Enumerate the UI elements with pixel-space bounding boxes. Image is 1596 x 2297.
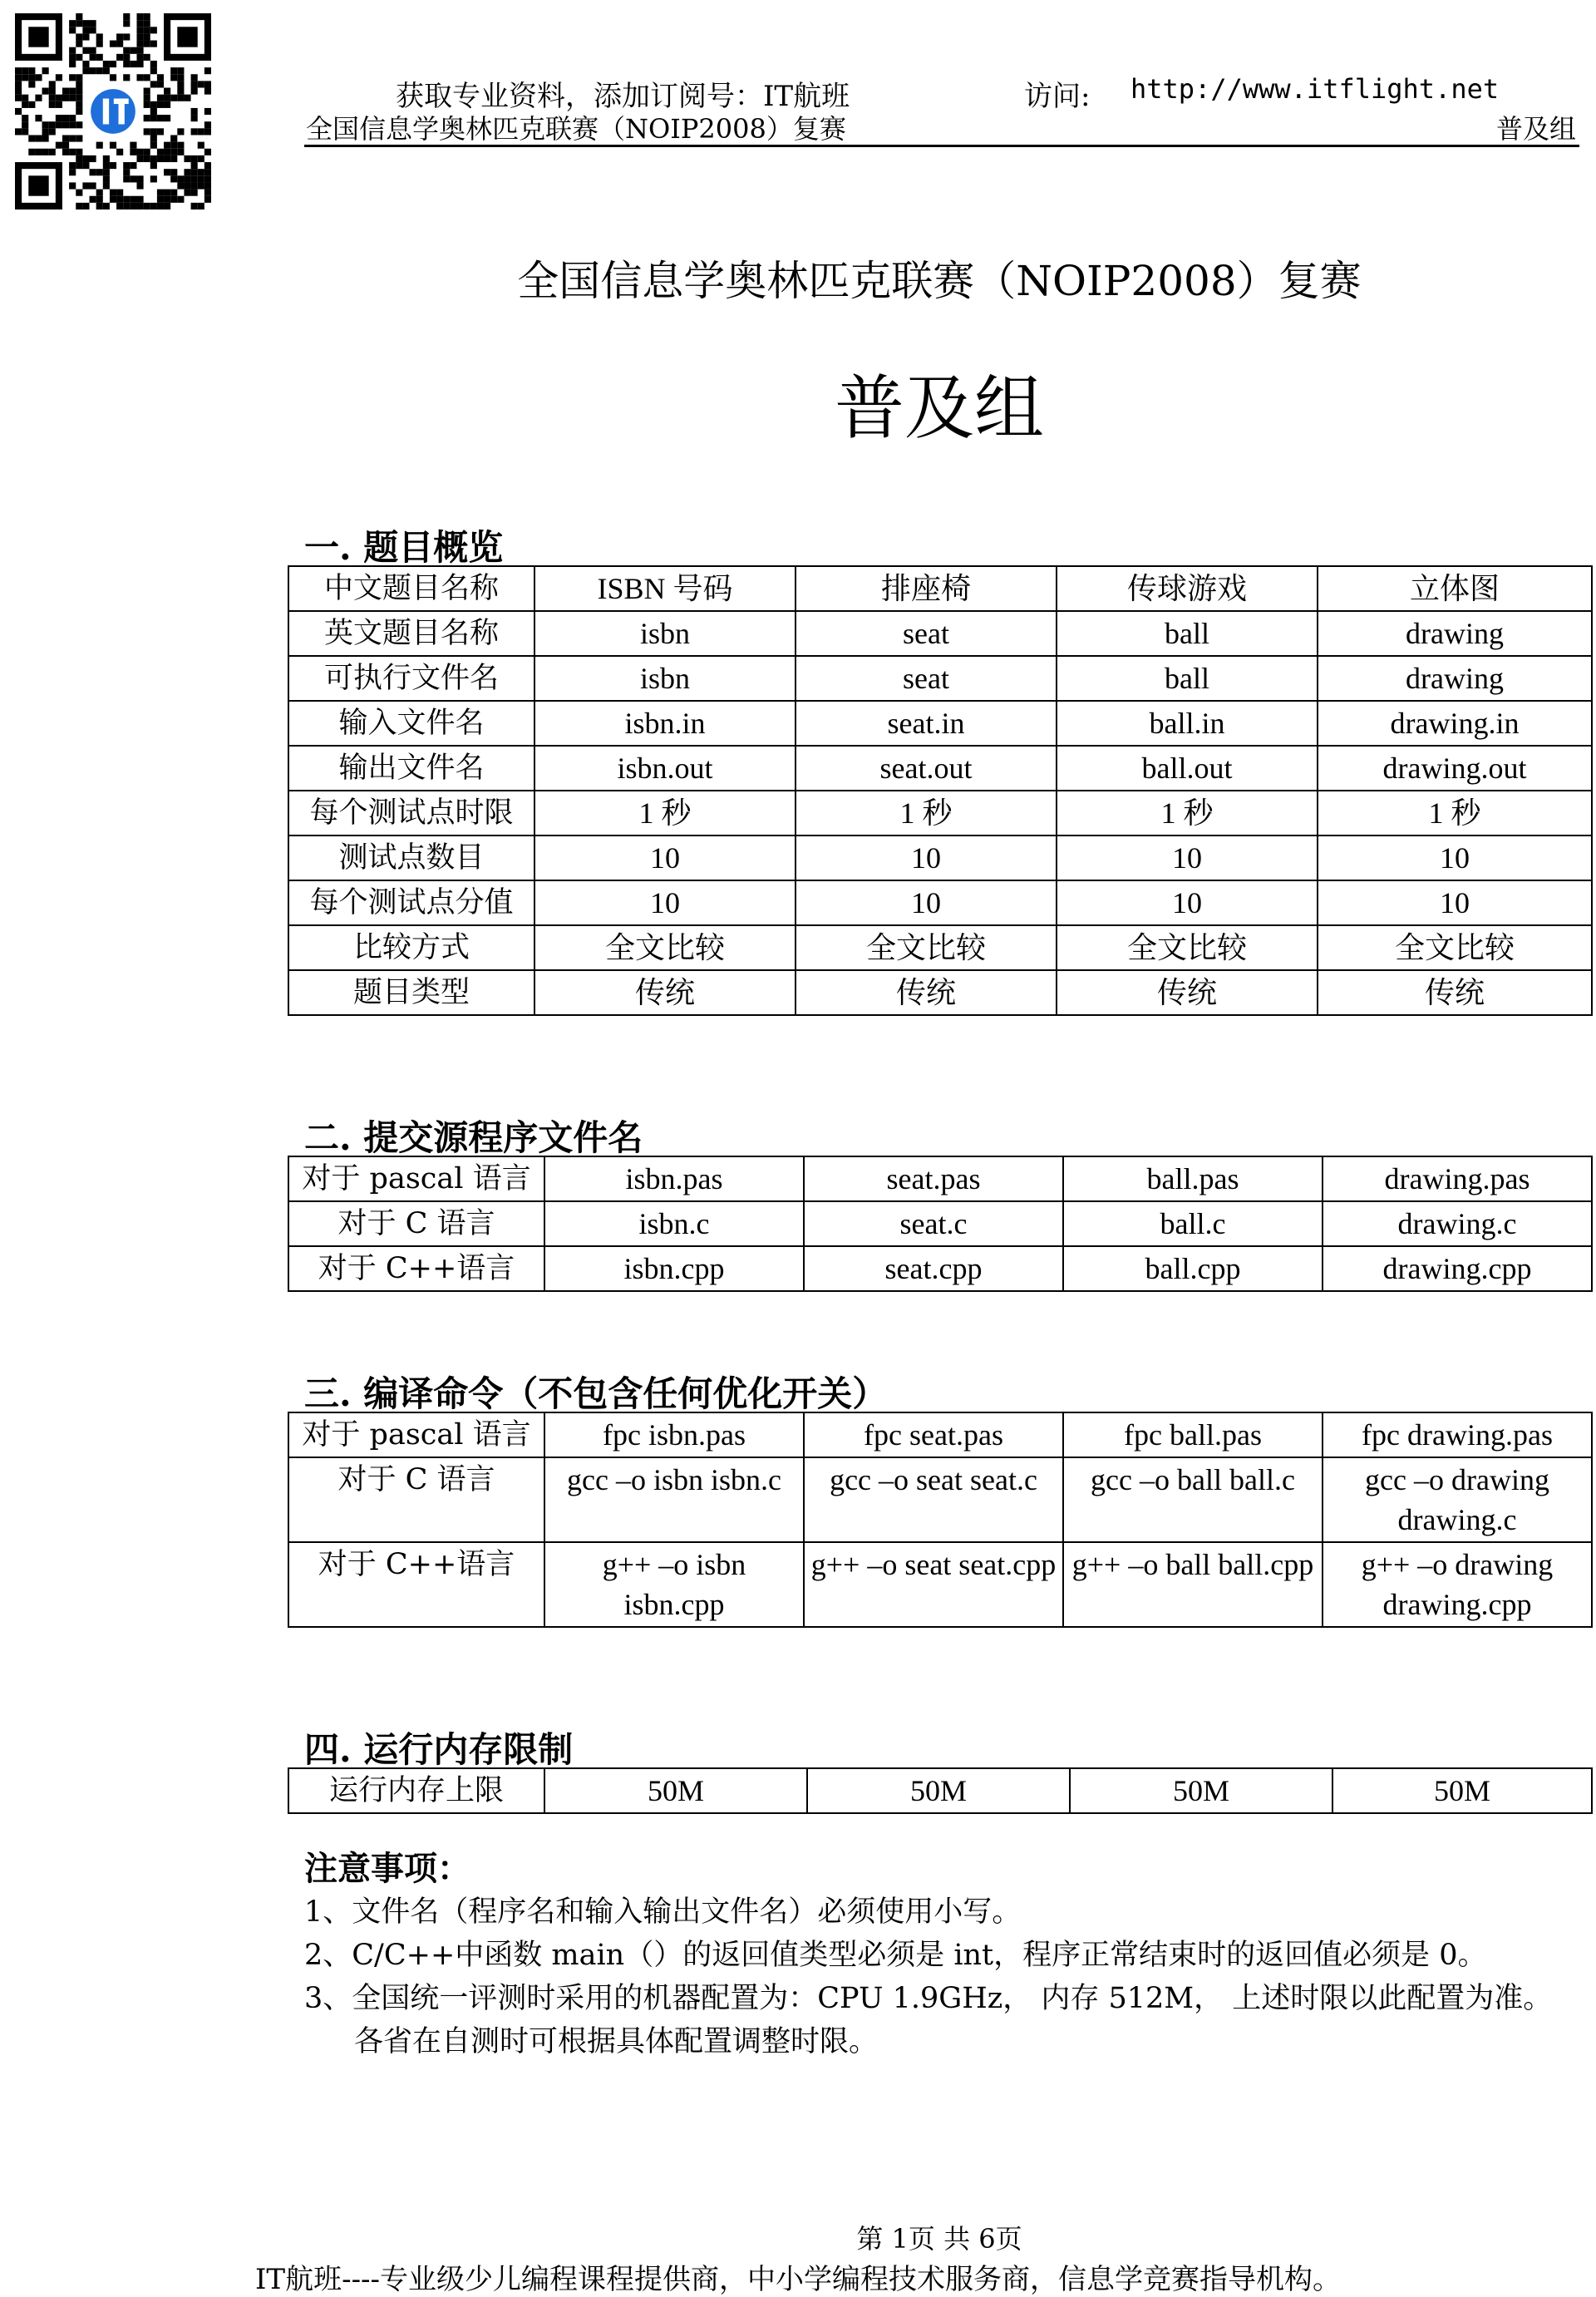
table-row — [288, 791, 1592, 835]
table-cell: 1 秒 — [534, 791, 796, 835]
row-label: 对于 pascal 语言 — [288, 1412, 544, 1457]
table-cell: ball — [1057, 656, 1318, 701]
row-label: 对于 C 语言 — [288, 1201, 544, 1246]
compile-table — [288, 1412, 1593, 1628]
table-cell: isbn.cpp — [544, 1246, 804, 1291]
table-row — [288, 1246, 1592, 1291]
row-label: 每个测试点时限 — [288, 791, 534, 835]
table-cell: g++ –o drawing drawing.cpp — [1323, 1542, 1592, 1627]
row-label: 测试点数目 — [288, 835, 534, 880]
table-cell: 全文比较 — [796, 925, 1057, 970]
page-subtitle: 普及组 — [834, 367, 1044, 449]
table-cell: isbn.out — [534, 746, 796, 791]
row-label: 对于 C++语言 — [288, 1246, 544, 1291]
section-heading-memory: 四. 运行内存限制 — [304, 1729, 574, 1770]
table-cell: fpc ball.pas — [1063, 1412, 1323, 1457]
table-cell: isbn.in — [534, 701, 796, 746]
section-heading-source-files: 二. 提交源程序文件名 — [304, 1117, 643, 1158]
table-cell: ball.in — [1057, 701, 1318, 746]
row-label: 中文题目名称 — [288, 566, 534, 611]
table-row — [288, 835, 1592, 880]
table-cell: isbn.pas — [544, 1156, 804, 1201]
table-row — [288, 970, 1592, 1015]
table-cell: 传球游戏 — [1057, 566, 1318, 611]
table-cell: 10 — [1318, 880, 1592, 925]
table-cell: gcc –o seat seat.c — [804, 1457, 1063, 1542]
table-cell: gcc –o isbn isbn.c — [544, 1457, 804, 1542]
table-row — [288, 1768, 1592, 1813]
table-cell: gcc –o ball ball.c — [1063, 1457, 1323, 1542]
table-cell: 50M — [1070, 1768, 1332, 1813]
row-label: 运行内存上限 — [288, 1768, 544, 1813]
table-row — [288, 1542, 1592, 1627]
table-cell: seat — [796, 611, 1057, 656]
table-cell: 立体图 — [1318, 566, 1592, 611]
table-cell: seat.c — [804, 1201, 1063, 1246]
row-label: 比较方式 — [288, 925, 534, 970]
table-cell: g++ –o ball ball.cpp — [1063, 1542, 1323, 1627]
table-cell: 全文比较 — [1057, 925, 1318, 970]
table-cell: 50M — [807, 1768, 1070, 1813]
table-cell: ball.cpp — [1063, 1246, 1323, 1291]
note-item: 2、C/C++中函数 main（）的返回值类型必须是 int，程序正常结束时的返回值必须是 0。 — [304, 1939, 1487, 1972]
table-row — [288, 1412, 1592, 1457]
table-row — [288, 701, 1592, 746]
table-cell: isbn — [534, 656, 796, 701]
table-cell: drawing.out — [1318, 746, 1592, 791]
row-label: 输出文件名 — [288, 746, 534, 791]
header-url[interactable]: http://www.itflight.net — [1130, 73, 1500, 105]
table-cell: gcc –o drawing drawing.c — [1323, 1457, 1592, 1542]
table-cell: 1 秒 — [1057, 791, 1318, 835]
table-cell: 10 — [796, 880, 1057, 925]
table-row — [288, 1457, 1592, 1542]
table-cell: 10 — [534, 835, 796, 880]
row-label: 每个测试点分值 — [288, 880, 534, 925]
overview-table — [288, 565, 1593, 1016]
table-cell: fpc drawing.pas — [1323, 1412, 1592, 1457]
notes-title: 注意事项： — [304, 1849, 470, 1888]
memory-table — [288, 1767, 1593, 1814]
header-promo: 获取专业资料，添加订阅号：IT航班 — [396, 80, 850, 113]
table-row — [288, 880, 1592, 925]
section-heading-compile: 三. 编译命令（不包含任何优化开关） — [304, 1373, 888, 1414]
table-cell: fpc isbn.pas — [544, 1412, 804, 1457]
table-cell: 传统 — [534, 970, 796, 1015]
page-title: 全国信息学奥林匹克联赛（NOIP2008）复赛 — [517, 257, 1362, 305]
table-cell: drawing.cpp — [1323, 1246, 1592, 1291]
table-cell: seat — [796, 656, 1057, 701]
table-cell: 10 — [534, 880, 796, 925]
note-item: 1、文件名（程序名和输入输出文件名）必须使用小写。 — [304, 1895, 1022, 1929]
table-cell: 10 — [796, 835, 1057, 880]
table-cell: 10 — [1318, 835, 1592, 880]
table-cell: isbn.c — [544, 1201, 804, 1246]
header-visit-label: 访问: — [1024, 80, 1091, 113]
page-number: 第 1页 共 6页 — [856, 2223, 1022, 2255]
table-row — [288, 656, 1592, 701]
header-divider — [304, 145, 1579, 147]
table-cell: g++ –o isbn isbn.cpp — [544, 1542, 804, 1627]
table-cell: 50M — [544, 1768, 807, 1813]
note-item: 3、全国统一评测时采用的机器配置为：CPU 1.9GHz， 内存 512M， 上述时限以此配置为准。 — [304, 1982, 1553, 2015]
table-row — [288, 1201, 1592, 1246]
notes-block — [304, 1847, 1552, 2063]
table-cell: 1 秒 — [796, 791, 1057, 835]
row-label: 题目类型 — [288, 970, 534, 1015]
table-cell: 50M — [1332, 1768, 1592, 1813]
row-label: 对于 C++语言 — [288, 1542, 544, 1627]
table-cell: drawing — [1318, 611, 1592, 656]
table-cell: seat.cpp — [804, 1246, 1063, 1291]
table-cell: 全文比较 — [534, 925, 796, 970]
table-cell: g++ –o seat seat.cpp — [804, 1542, 1063, 1627]
row-label: 对于 C 语言 — [288, 1457, 544, 1542]
row-label: 可执行文件名 — [288, 656, 534, 701]
table-cell: 全文比较 — [1318, 925, 1592, 970]
table-cell: 传统 — [1057, 970, 1318, 1015]
row-label: 英文题目名称 — [288, 611, 534, 656]
table-cell: seat.pas — [804, 1156, 1063, 1201]
table-cell: 1 秒 — [1318, 791, 1592, 835]
footer-text: IT航班----专业级少儿编程课程提供商，中小学编程技术服务商，信息学竞赛指导机构。 — [254, 2263, 1342, 2296]
table-cell: ball.pas — [1063, 1156, 1323, 1201]
table-cell: drawing.pas — [1323, 1156, 1592, 1201]
table-row — [288, 746, 1592, 791]
table-cell: 传统 — [1318, 970, 1592, 1015]
section-heading-overview: 一. 题目概览 — [304, 527, 504, 568]
table-cell: drawing — [1318, 656, 1592, 701]
table-cell: 传统 — [796, 970, 1057, 1015]
table-cell: 10 — [1057, 835, 1318, 880]
table-cell: seat.out — [796, 746, 1057, 791]
header-doc-name: 全国信息学奥林匹克联赛（NOIP2008）复赛 — [306, 113, 846, 145]
header-group: 普及组 — [1495, 113, 1576, 145]
row-label: 对于 pascal 语言 — [288, 1156, 544, 1201]
table-cell: seat.in — [796, 701, 1057, 746]
table-row — [288, 611, 1592, 656]
table-cell: 排座椅 — [796, 566, 1057, 611]
table-cell: ball.c — [1063, 1201, 1323, 1246]
table-cell: ISBN 号码 — [534, 566, 796, 611]
table-cell: ball.out — [1057, 746, 1318, 791]
table-row — [288, 1156, 1592, 1201]
table-cell: 10 — [1057, 880, 1318, 925]
source-files-table — [288, 1156, 1593, 1292]
table-cell: ball — [1057, 611, 1318, 656]
table-cell: fpc seat.pas — [804, 1412, 1063, 1457]
table-cell: drawing.in — [1318, 701, 1592, 746]
table-cell: drawing.c — [1323, 1201, 1592, 1246]
note-item-continuation: 各省在自测时可根据具体配置调整时限。 — [354, 2025, 879, 2058]
table-row — [288, 925, 1592, 970]
table-row — [288, 566, 1592, 611]
it-logo-icon — [90, 88, 137, 136]
qr-code-icon — [15, 13, 211, 209]
table-cell: isbn — [534, 611, 796, 656]
row-label: 输入文件名 — [288, 701, 534, 746]
